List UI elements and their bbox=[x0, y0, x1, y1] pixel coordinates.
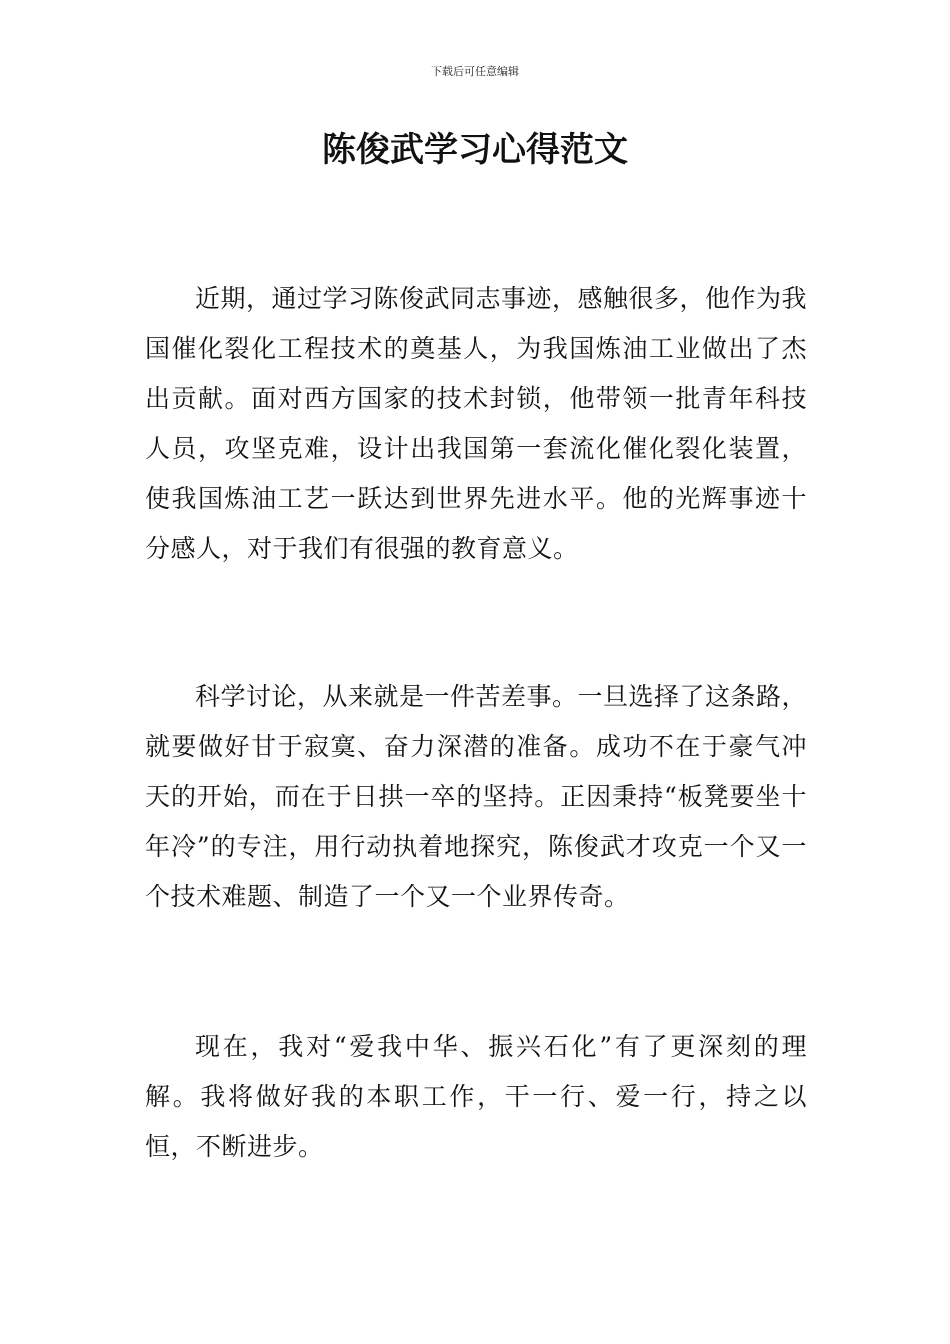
paragraph-1: 近期，通过学习陈俊武同志事迹，感触很多，他作为我国催化裂化工程技术的奠基人，为我国炼油工业做出了杰出贡献。面对西方国家的技术封锁，他带领一批青年科技人员，攻坚克难，设计出我国第一套流化催化裂化装置，使我国炼油工艺一跃达到世界先进水平。他的光辉事迹十分感人，对于我们有很强的教育意义。 bbox=[145, 284, 808, 563]
paragraph-2: 科学讨论，从来就是一件苦差事。一旦选择了这条路，就要做好甘于寂寞、奋力深潜的准备。成功不在于豪气冲天的开始，而在于日拱一卒的坚持。正因秉持“板凳要坐十年冷”的专注，用行动执着地探究，陈俊武才攻克一个又一个技术难题、制造了一个又一个业界传奇。 bbox=[145, 682, 808, 911]
document-title: 陈俊武学习心得范文 bbox=[322, 130, 628, 170]
paragraph-3: 现在，我对“爱我中华、振兴石化”有了更深刻的理解。我将做好我的本职工作，干一行、爱一行，持之以恒，不断进步。 bbox=[145, 1032, 807, 1161]
header-note: 下载后可任意编辑 bbox=[431, 65, 519, 78]
